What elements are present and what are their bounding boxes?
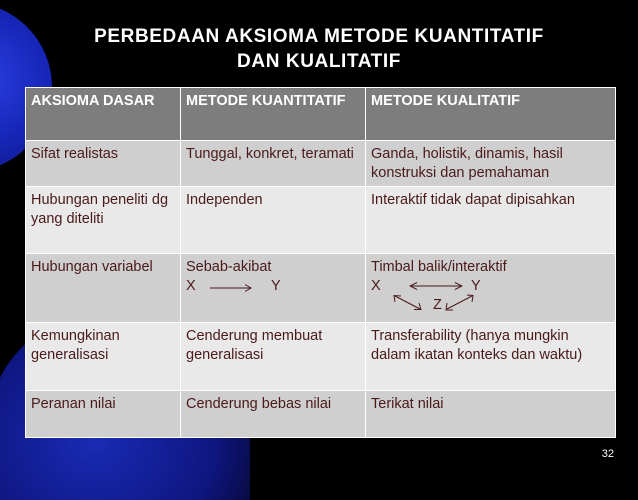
table-cell: Interaktif tidak dapat dipisahkan	[366, 187, 616, 254]
slide-title	[0, 24, 638, 74]
page-number: 32	[601, 448, 614, 460]
table-cell: Sifat realistas	[26, 141, 181, 187]
table-row	[26, 141, 616, 187]
table-cell: Tunggal, konkret, teramati	[181, 141, 366, 187]
double-arrow-icon	[409, 281, 463, 291]
table-cell: Peranan nilai	[26, 391, 181, 438]
diagonal-double-arrow-icon	[393, 294, 423, 312]
variable-x-label: X	[371, 278, 381, 294]
variable-y-label: Y	[471, 278, 481, 294]
table-cell: Ganda, holistik, dinamis, hasil konstruksi dan pemahaman	[366, 141, 616, 187]
table-cell-text: Sebab-akibat	[186, 259, 272, 275]
table-cell	[366, 254, 616, 323]
cause-effect-diagram	[186, 277, 361, 297]
table-cell: Kemungkinan generalisasi	[26, 323, 181, 391]
variable-x-label: X	[186, 278, 196, 294]
table-cell-text: Timbal balik/interaktif	[371, 259, 507, 275]
header-cell: METODE KUANTITATIF	[181, 88, 366, 141]
header-cell: AKSIOMA DASAR	[26, 88, 181, 141]
table-cell: Independen	[181, 187, 366, 254]
table-cell: Cenderung bebas nilai	[181, 391, 366, 438]
interaction-diagram	[371, 277, 611, 315]
table-row	[26, 323, 616, 391]
table-row	[26, 254, 616, 323]
table-row	[26, 187, 616, 254]
header-cell: METODE KUALITATIF	[366, 88, 616, 141]
table-cell: Transferability (hanya mungkin dalam ikatan konteks dan waktu)	[366, 323, 616, 391]
table-row	[26, 391, 616, 438]
variable-z-label: Z	[433, 297, 442, 313]
table-cell: Hubungan peneliti dg yang diteliti	[26, 187, 181, 254]
table-cell: Hubungan variabel	[26, 254, 181, 323]
right-arrow-icon	[210, 283, 254, 293]
variable-y-label: Y	[271, 278, 281, 294]
slide-title-line-2: DAN KUALITATIF	[237, 51, 401, 72]
table-cell: Cenderung membuat generalisasi	[181, 323, 366, 391]
slide-title-line-1: PERBEDAAN AKSIOMA METODE KUANTITATIF	[94, 26, 544, 47]
comparison-table	[25, 87, 616, 438]
table-cell	[181, 254, 366, 323]
diagonal-double-arrow-icon	[445, 294, 475, 312]
table-cell: Terikat nilai	[366, 391, 616, 438]
table-header-row	[26, 88, 616, 141]
